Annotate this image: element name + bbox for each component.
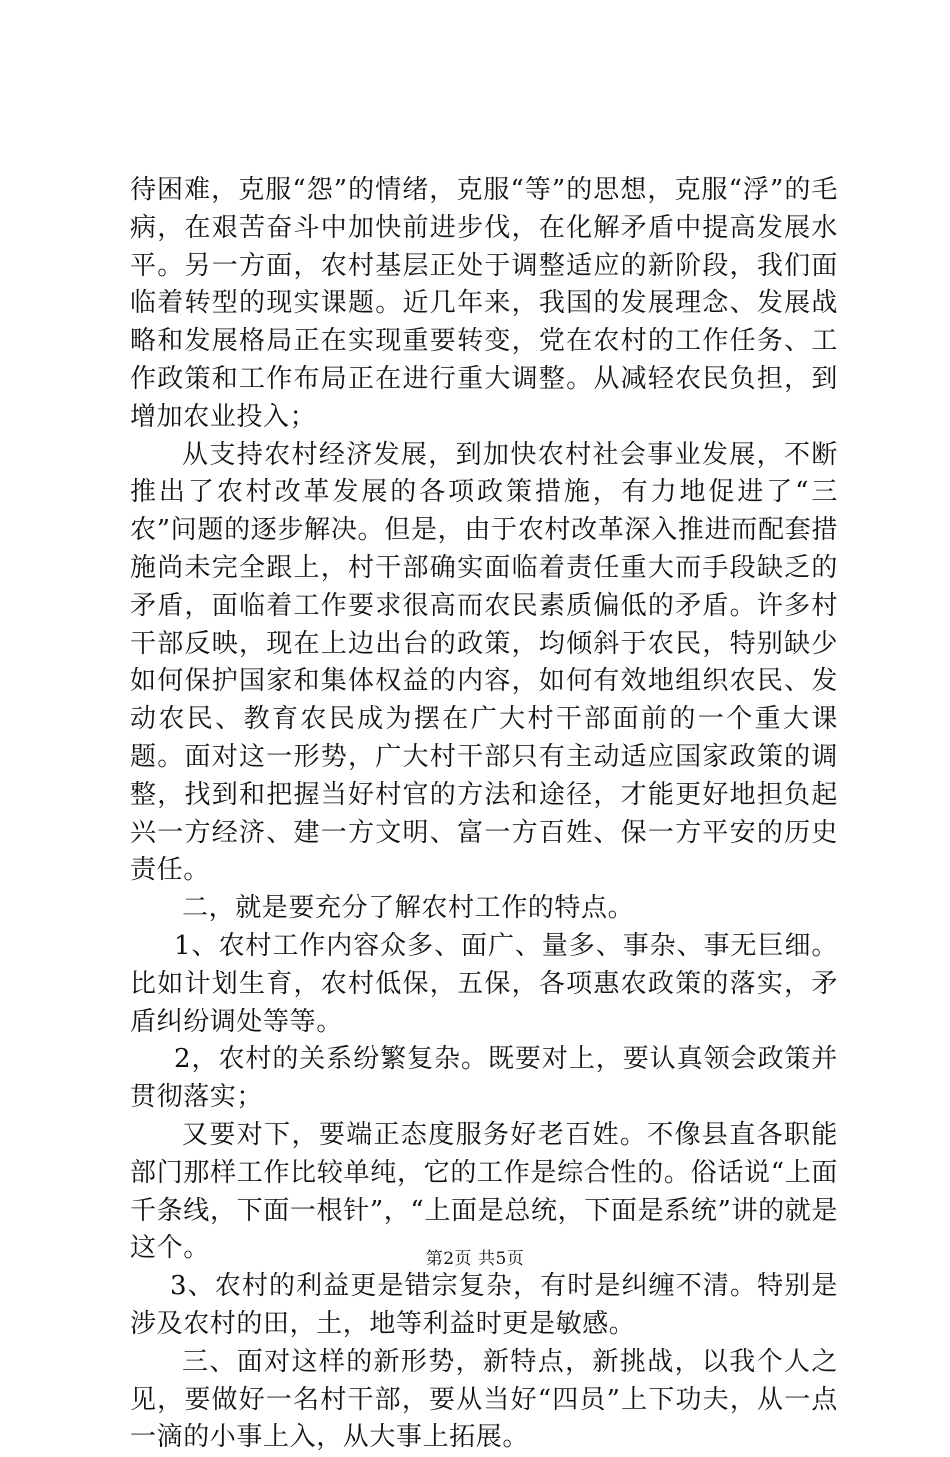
list-item-3: 3、农村的利益更是错宗复杂，有时是纠缠不清。特别是涉及农村的田，土，地等利益时更是敏感。 — [130, 1271, 838, 1339]
section-heading-two: 二，就是要充分了解农村工作的特点。 — [182, 893, 635, 924]
paragraph-serve-people: 又要对下，要端正态度服务好老百姓。不像县直各职能部门那样工作比较单纯，它的工作是综合性的。俗话说“上面千条线，下面一根针”，“上面是总统，下面是系统”讲的就是这个。 — [130, 1119, 838, 1264]
paragraph-policy-measures: 从支持农村经济发展，到加快农村社会事业发展，不断推出了农村改革发展的各项政策措施，有力地促进了“三农”问题的逐步解决。但是，由于农村改革深入推进而配套措施尚未完全跟上，村干部确实面临着责任重大而手段缺乏的矛盾，面临着工作要求很高而农民素质偏低的矛盾。许多村干部反映，现在上边出台的政策，均倾斜于农民，特别缺少如何保护国家和集体权益的内容，如何有效地组织农民、发动农民、教育农民成为摆在广大村干部面前的一个重大课题。面对这一形势，广大村干部只有主动适应国家政策的调整，找到和把握当好村官的方法和途径，才能更好地担负起兴一方经济、建一方文明、富一方百姓、保一方平安的历史责任。 — [130, 439, 838, 886]
section-heading-three: 三、面对这样的新形势，新特点，新挑战，以我个人之见，要做好一名村干部，要从当好“四员”上下功夫，从一点一滴的小事上入，从大事上拓展。 — [130, 1346, 838, 1453]
list-item-2: 2，农村的关系纷繁复杂。既要对上，要认真领会政策并贯彻落实； — [130, 1044, 838, 1113]
paragraph-continuation: 待困难，克服“怨”的情绪，克服“等”的思想，克服“浮”的毛病，在艰苦奋斗中加快前进步伐，在化解矛盾中提高发展水平。另一方面，农村基层正处于调整适应的新阶段，我们面临着转型的现实课题。近几年来，我国的发展理念、发展战略和发展格局正在实现重要转变，党在农村的工作任务、工作政策和工作布局正在进行重大调整。从减轻农民负担，到增加农业投入； — [130, 175, 838, 432]
page-number-footer: 第2页 共5页 — [425, 1249, 525, 1269]
list-item-1: 1、农村工作内容众多、面广、量多、事杂、事无巨细。比如计划生育，农村低保，五保，各项惠农政策的落实，矛盾纠纷调处等等。 — [130, 930, 838, 1037]
